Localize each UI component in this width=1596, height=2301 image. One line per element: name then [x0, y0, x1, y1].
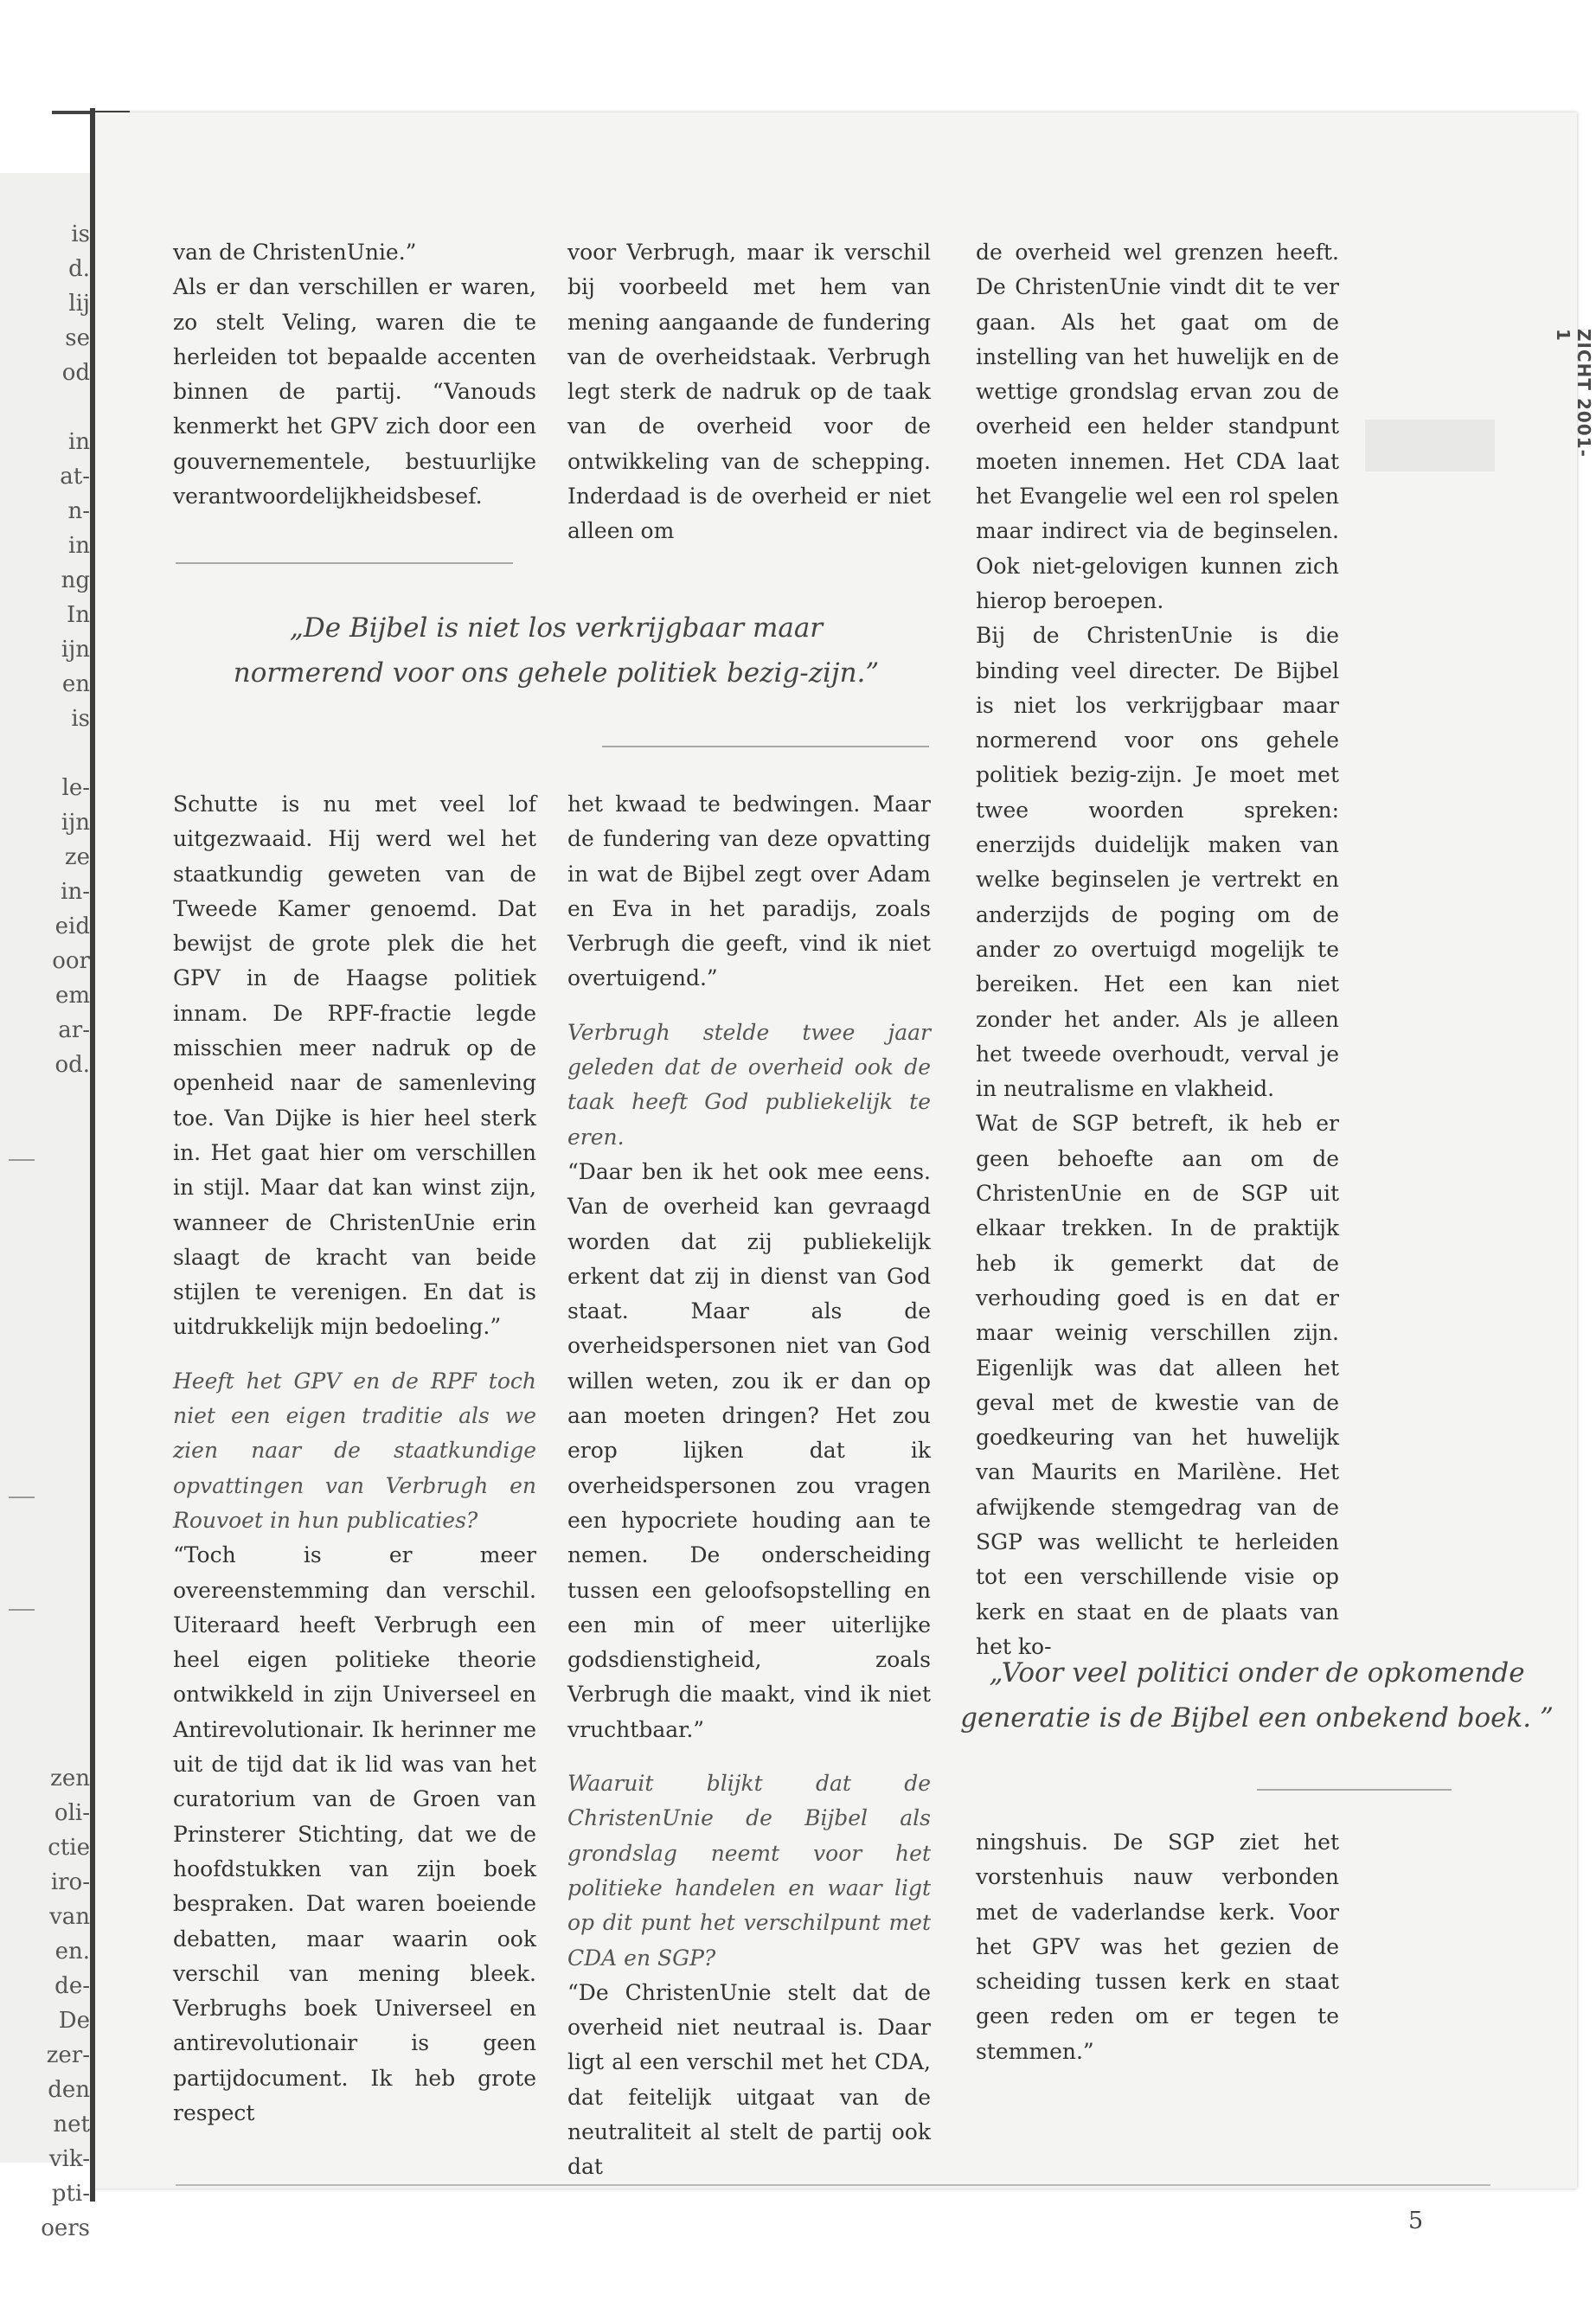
- paragraph: van de ChristenUnie.”: [173, 240, 417, 265]
- prev-page-fragment: ar-: [58, 1017, 90, 1043]
- prev-page-fragment: in: [67, 533, 90, 559]
- pull-quote-1: „De Bijbel is niet los verkrijgbaar maar normerend voor ons gehele politiek bezig-zijn.”: [233, 612, 880, 689]
- prev-page-fragment: den: [48, 2077, 90, 2103]
- column-2-top: [567, 235, 931, 549]
- prev-page-fragment: od: [61, 360, 90, 386]
- prev-page-fragment: d.: [68, 256, 90, 282]
- paragraph: “Toch is er meer overeenstemming dan verschil. Uiteraard heeft Verbrugh een heel eigen politieke theorie ontwikkeld in zijn Universeel en Antirevolutionair. Ik herinner me uit de tijd dat ik lid was van het curatorium van de Groen van Prinsterer Stichting, dat we de hoofdstukken van zijn boek bespraken. Dat waren boeiende debatten, maar waarin ook verschil van mening bleek. Verbrughs boek Universeel en antirevolutionair is geen partijdocument. Ik heb grote respect: [173, 1542, 536, 2125]
- prev-page-fragment: ng: [61, 567, 90, 593]
- footer-rule: [176, 2184, 1490, 2186]
- prev-page-fragment: is: [71, 221, 90, 247]
- divider-rule: [602, 746, 929, 747]
- paragraph: Wat de SGP betreft, ik heb er geen behoefte aan om de ChristenUnie en de SGP uit elkaar trekken. In de praktijk heb ik gemerkt dat de verhouding goed is en dat er maar weinig verschillen zijn. Eigenlijk was dat alleen het geval met de kwestie van de goedkeuring van het huwelijk van Maurits en Marilène. Het afwijkende stemgedrag van de SGP was wellicht te herleiden tot een verschillende visie op kerk en staat en de plaats van het ko-: [976, 1111, 1339, 1659]
- paragraph: “Daar ben ik het ook mee eens. Van de overheid kan gevraagd worden dat zij publiekelijk erkent dat zij in dienst van God staat. Maar als de overheidspersonen niet van God willen weten, zou ik er dan op aan moeten dringen? Het zou erop lijken dat ik overheidspersonen zou vragen een hypocriete houding aan te nemen. De onderscheiding tussen een geloofsopstelling en een min of meer uiterlijke godsdienstigheid, zoals Verbrugh die maakt, vind ik niet vruchtbaar.”: [567, 1158, 931, 1742]
- paragraph: de overheid wel grenzen heeft. De ChristenUnie vindt dit te ver gaan. Als het gaat om de instelling van het huwelijk en de wettige grondslag ervan zou de overheid een helder standpunt moeten innemen. Het CDA laat het Evangelie wel een rol spelen maar indirect via de beginselen. Ook niet-gelovigen kunnen zich hierop beroepen.: [976, 240, 1339, 613]
- prev-page-fragment: lij: [68, 291, 90, 317]
- prev-page-fragment: oor: [52, 948, 90, 974]
- prev-page-fragment: ijn: [61, 810, 90, 836]
- interview-question: Waaruit blijkt dat de ChristenUnie de Bijbel als grondslag neemt voor het politieke handelen en waar ligt op dit punt het verschilpunt met CDA en SGP?: [567, 1771, 931, 1971]
- previous-page-edge: [0, 173, 93, 2241]
- column-3-bottom: [976, 1825, 1339, 2069]
- prev-page-fragment: oers: [41, 2215, 90, 2241]
- prev-page-fragment: od.: [54, 1052, 90, 1078]
- prev-page-fragment: is: [71, 706, 90, 732]
- prev-page-fragment: ctie: [48, 1835, 90, 1861]
- pull-quote-2: „Voor veel politici onder de opkomende generatie is de Bijbel een onbekend boek. ”: [960, 1657, 1554, 1734]
- interview-question: Verbrugh stelde twee jaar geleden dat de overheid ook de taak heeft God publiekelijk te eren.: [567, 1019, 931, 1150]
- prev-page-fragment: en: [61, 671, 90, 697]
- prev-page-fragment: le-: [61, 775, 90, 801]
- column-1-bottom: [173, 787, 536, 2131]
- prev-page-fragment: en.: [54, 1939, 90, 1965]
- magazine-page: [93, 112, 1594, 2234]
- prev-page-fragment: oli-: [54, 1800, 90, 1826]
- prev-page-fragment: eid: [54, 913, 90, 939]
- paragraph: Als er dan verschillen er waren, zo stelt Veling, waren die te herleiden tot bepaalde accenten binnen de partij. “Vanouds kenmerkt het GPV zich door een gouvernementele, bestuurlijke verantwoordelijkheidsbesef.: [173, 274, 536, 510]
- bleed-through-mark: [1365, 420, 1495, 471]
- prev-page-fragment: se: [65, 325, 90, 351]
- prev-page-fragment: n-: [67, 498, 90, 524]
- prev-page-fragment: zen: [50, 1766, 90, 1791]
- prev-page-rule: [9, 1609, 35, 1611]
- prev-page-fragment: De: [58, 2008, 90, 2034]
- page-number: 5: [1408, 2208, 1424, 2234]
- running-head: ZICHT 2001-1: [1553, 329, 1594, 458]
- prev-page-fragment: ze: [64, 844, 90, 870]
- paragraph: voor Verbrugh, maar ik verschil bij voorbeeld met hem van mening aangaande de fundering van de overheidstaak. Verbrugh legt sterk de nadruk op de taak van de overheid voor de ontwikkeling van de schepping. Inderdaad is de overheid er niet alleen om: [567, 240, 931, 544]
- prev-page-fragment: vik-: [48, 2146, 90, 2172]
- column-2-bottom: [567, 787, 931, 2185]
- paragraph: “De ChristenUnie stelt dat de overheid niet neutraal is. Daar ligt al een verschil met het CDA, dat feitelijk uitgaat van de neutraliteit al stelt de partij ook dat: [567, 1979, 931, 2180]
- prev-page-fragment: em: [54, 983, 90, 1009]
- prev-page-fragment: iro-: [50, 1869, 90, 1895]
- divider-rule: [176, 562, 513, 564]
- prev-page-fragment: pti-: [51, 2181, 90, 2207]
- prev-page-rule: [9, 1159, 35, 1161]
- prev-page-fragment: van: [49, 1904, 90, 1930]
- column-1-top: [173, 235, 536, 514]
- paragraph: het kwaad te bedwingen. Maar de fundering van deze opvatting in wat de Bijbel zegt over Adam en Eva in het paradijs, zoals Verbrugh die geeft, vind ik niet overtuigend.”: [567, 792, 931, 991]
- prev-page-fragment: in: [67, 429, 90, 455]
- binding-spine: [90, 108, 95, 2202]
- paragraph: ningshuis. De SGP ziet het vorstenhuis nauw verbonden met de vaderlandse kerk. Voor het GPV was het gezien de scheiding tussen kerk en staat geen reden om er tegen te stemmen.”: [976, 1830, 1339, 2064]
- paragraph: Schutte is nu met veel lof uitgezwaaid. Hij werd wel het staatkundig geweten van de Tweede Kamer genoemd. Dat bewijst de grote plek die het GPV in de Haagse politiek innam. De RPF-fractie legde misschien meer nadruk op de openheid naar de samenleving toe. Van Dijke is hier heel sterk in. Het gaat hier om verschillen in stijl. Maar dat kan winst zijn, wanneer de ChristenUnie erin slaagt de kracht van beide stijlen te verenigen. En dat is uitdrukkelijk mijn bedoeling.”: [173, 792, 536, 1340]
- column-3-top: [976, 235, 1339, 1664]
- interview-question: Heeft het GPV en de RPF toch niet een eigen traditie als we zien naar de staatkundige opvattingen van Verbrugh en Rouvoet in hun publicaties?: [173, 1368, 536, 1533]
- divider-rule: [1257, 1789, 1452, 1791]
- prev-page-fragment: at-: [60, 464, 90, 490]
- prev-page-fragment: net: [53, 2112, 90, 2138]
- paragraph: Bij de ChristenUnie is die binding veel directer. De Bijbel is niet los verkrijgbaar maar normerend voor ons gehele politiek bezig-zijn. Je moet met twee woorden spreken: enerzijds duidelijk maken van welke beginselen je vertrekt en anderzijds de poging om de ander zo overtuigd mogelijk te bereiken. Het een kan niet zonder het ander. Als je alleen het tweede overhoudt, verval je in neutralisme en vlakheid.: [976, 623, 1339, 1102]
- prev-page-fragment: zer-: [46, 2042, 90, 2068]
- prev-page-fragment: de-: [54, 1973, 90, 1999]
- prev-page-fragment: ijn: [61, 637, 90, 663]
- prev-page-fragment: In: [66, 602, 90, 628]
- prev-page-fragment: in-: [61, 879, 90, 905]
- prev-page-rule: [9, 1497, 35, 1498]
